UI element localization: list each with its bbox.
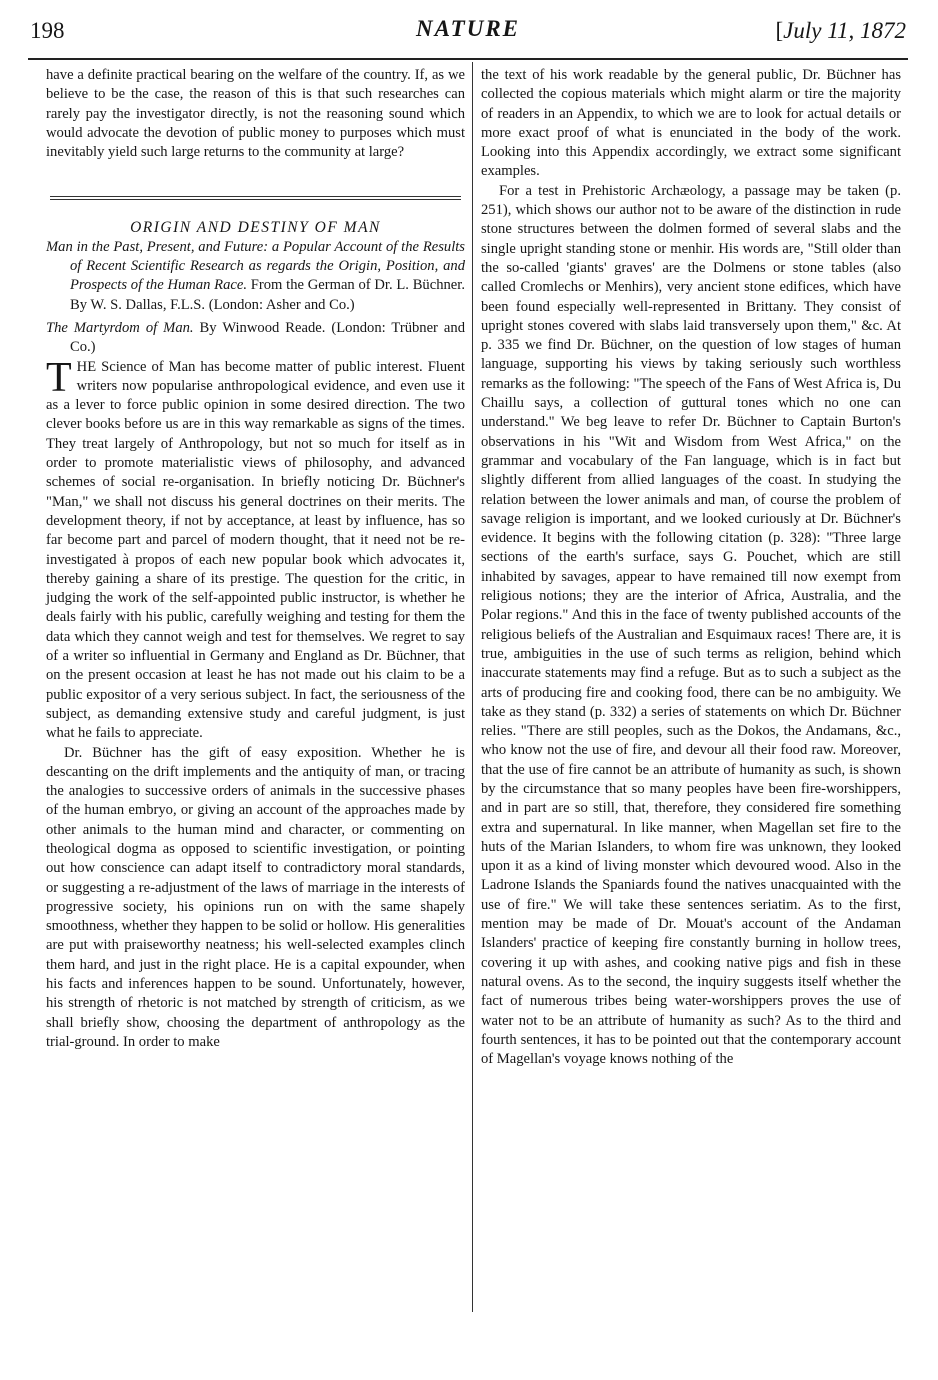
header-rule <box>28 58 908 60</box>
book-citation-1 <box>46 238 465 315</box>
page-header <box>30 16 906 52</box>
journal-title: NATURE <box>415 16 521 41</box>
book-title-2: The Martyrdom of Man. <box>46 319 194 336</box>
issue-date <box>775 18 906 44</box>
review-paragraph-1 <box>46 354 465 744</box>
section-separator <box>50 196 461 200</box>
drop-cap: T <box>46 354 72 401</box>
article-title: ORIGIN AND DESTINY OF MAN <box>130 219 381 237</box>
right-column <box>481 66 901 1069</box>
date-text: July 11, 1872 <box>783 18 906 43</box>
intro-paragraph: have a definite practical bearing on the welfare of the country. If, as we believe to be the case, the reason of this is that such researches can rarely pay the investigator directly, is not the reasoning sound which would advocate the devotion of public money to purposes which must inevitably yield such large returns to the community at large? <box>46 67 465 161</box>
right-paragraph-2: For a test in Prehistoric Archæology, a passage may be taken (p. 251), which shows our author not to be aware of the distinction in rude stone structures between the dolmen formed of several slabs and the single upright standing stone or menhir. His words are, "Still older than the so-called 'giants' graves' are the Dolmens or stone tables (also called Cromlechs or Menhirs), very ancient stone edifices, which have been found especially well-represented in Brittany. They consist of upright stones covered with slabs laid transversely upon them," &c. At p. 335 we find Dr. Büchner, on the question of low stages of human language, supporting his views by taking seriously such worthless remarks as the following: "The speech of the Fans of West Africa is, Du Chaillu says, a collection of guttural tones which no one can understand." We beg leave to refer Dr. Büchner to Captain Burton's observations in his "Wit and Wisdom from West Africa," on the grammar and vocabulary of the Fan language, which is in fact but slightly different from allied languages of the coast. In studying the relation between the lower animals and man, of course the problem of savage religion is important, and we looked curiously at Dr. Büchner's evidence. It begins with the following citation (p. 328): "Three large sections of the earth's surface, says G. Pouchet, which are still inhabited by savages, appear to have remained till now exempt from religious notions; they are the interior of Africa, Australia, and the Polar regions." And this in the face of twenty published accounts of the religious beliefs of the Australian and Esquimaux races! There are, it is true, ambiguities in the use of such terms as religion, behind which inaccurate statements may find a refuge. But as to such a subject as the arts of producing fire and cooking food, there can be no ambiguity. We take as they stand (p. 332) a series of statements on which Dr. Büchner relies. "There are still peoples, such as the Dokos, the Andamans, &c., who know not the use of fire, and devour all their food raw. Moreover, that the use of fire cannot be an attribute of humanity as such, is shown by the circumstance that so many peoples have been fire-worshippers, and in part are so still, that, therefore, they considered fire something extra and supernatural. In like manner, when Magellan set fire to the huts of the Marian Islanders, to whom fire was unknown, they looked upon it as a kind of living monster which devoured wood. Also in the Ladrone Islands the Spaniards found the natives unacquainted with the use of fire." We will take these sentences seriatim. As to the first, mention may be made of Dr. Mouat's account of the Andaman Islanders' practice of keeping fire constantly burning in hollow trees, covering it up with ashes, and cooking native pigs and fish in these natural ovens. As to the second, the inquiry suggests itself whether the fact of numerous tribes being water-worshippers proves the use of water not to be an attribute of humanity as such? As to the third and fourth sentences, it has to be pointed out that the contemporary account of Magellan's voyage knows nothing of the <box>481 182 901 1068</box>
right-paragraph-1: the text of his work readable by the general public, Dr. Büchner has collected the copious materials which might alarm or tire the majority of readers in an Appendix, to which we are to look for actual details or more exact proof of what is enunciated in the body of the work. Looking into this Appendix accordingly, we extract some significant examples. <box>481 67 901 180</box>
review-paragraph-2: Dr. Büchner has the gift of easy exposition. Whether he is descanting on the drift implements and the antiquity of man, or tracing the analogies to successive orders of animals in the successive phases of the human embryo, or giving an account of the approaches made by other animals to the human mind and character, or commenting on theological dogma as opposed to scientific investigation, or pointing out how conscience can adapt itself to contradictory moral standards, or suggesting a re-adjustment of the laws of marriage in the interests of progressive society, his opinions run on with the same shapely smoothness, whether they happen to be solid or hollow. His generalities are put with praiseworthy neatness; his well-selected examples clinch them hard, and just in the right place. He is a capital expounder, when his facts and inferences happen to be sound. Unfortunately, however, his strength of rhetoric is not matched by strength of criticism, as we shall briefly show, choosing the department of anthropology as the trial-ground. In order to make <box>46 744 465 1050</box>
left-column <box>46 66 465 1052</box>
book-details-1: From the German of Dr. L. Büchner. By W. S. Dallas, F.L.S. (London: Asher and Co.) <box>70 277 465 313</box>
book-details-2: By Winwood Reade. (London: Trübner and Co.) <box>70 319 465 356</box>
review-paragraph-1-text: HE Science of Man has become matter of public interest. Fluent writers now popularise anthropological evidence, and even use it as a lever to force public opinion in some desired direction. The two clever books before us are in this way remarkable as signs of the times. They treat largely of Anthropology, but not so much for itself as in order to promote materialistic views of philosophy, and advanced schemes of social re-organisation. In briefly noticing Dr. Büchner's "Man," we shall not discuss his general doctrines on their merits. The development theory, if not by acceptance, at least by influence, has so far become part and parcel of modern thought, that it need not be re-investigated à propos of each new popular book which advocates it, thereby gaining a share of its prestige. The question for the critic, in judging the work of the self-appointed public instructor, is whether he deals fairly with his public, carefully weighing and testing for them the data which they cannot weigh and test for themselves. We regret to say of a writer so influential in Germany and England as Dr. Büchner, that on the present occasion at least he has not made out his claim to be a public expositor of a very serious subject. In fact, the seriousness of the subject, as demanding extensive study and careful judgment, is just what he fails to appreciate. <box>46 358 465 742</box>
column-divider <box>472 62 473 1312</box>
page-number: 198 <box>30 18 65 43</box>
book-title-1: Man in the Past, Present, and Future: a Popular Account of the Results of Recent Scientific Research as regards the Origin, Position, and Prospects of the Human Race. <box>46 238 465 294</box>
book-citation-2 <box>46 319 465 358</box>
date-bracket: [ <box>775 18 784 43</box>
